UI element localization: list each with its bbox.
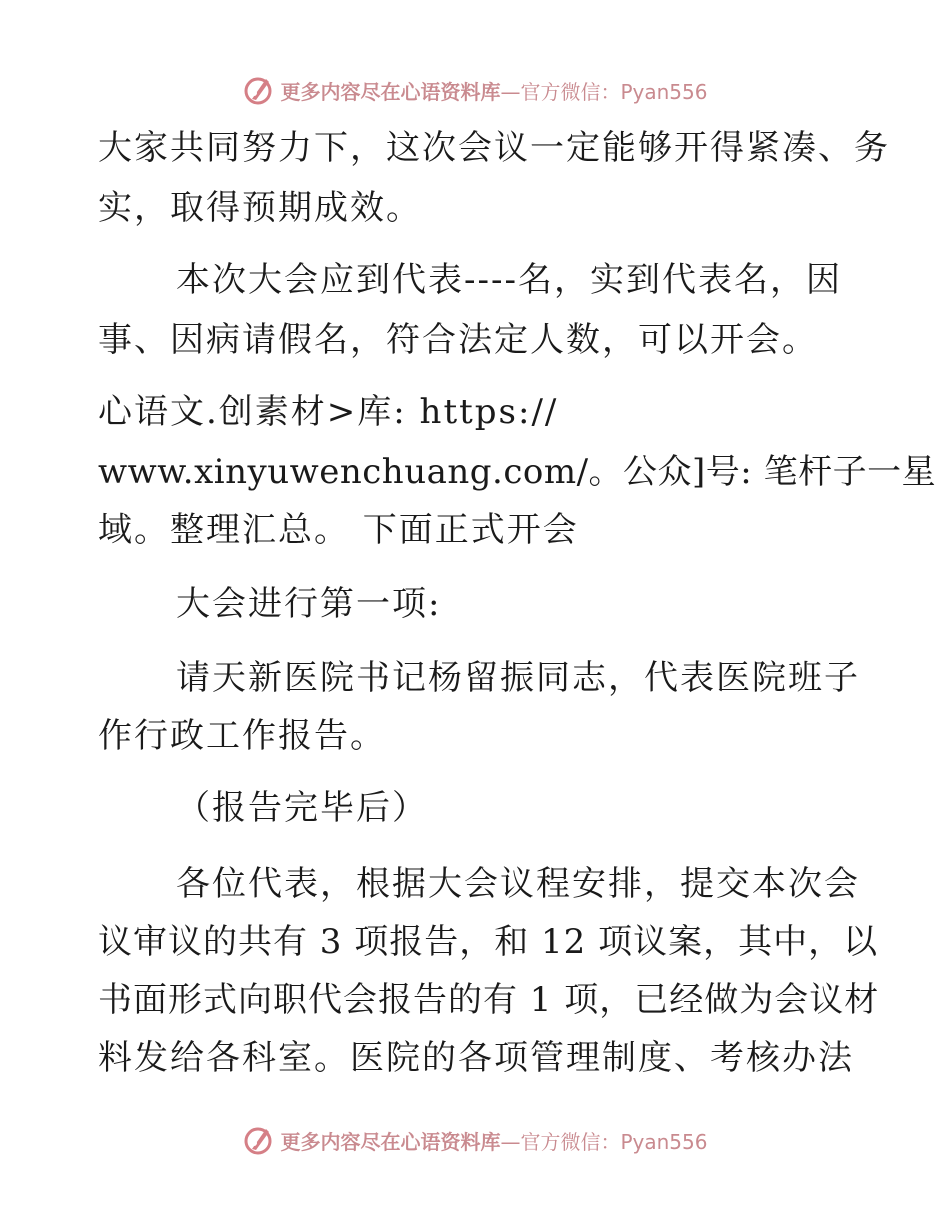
banner-left-text: 更多内容尽在心语资料库 bbox=[280, 1129, 501, 1154]
body-line: 书面形式向职代会报告的有 1 项，已经做为会议材 bbox=[98, 980, 880, 1020]
body-line: 心语文.创素材>库: https:// bbox=[98, 392, 559, 432]
body-line: （报告完毕后） bbox=[176, 788, 428, 828]
body-line: 请天新医院书记杨留振同志，代表医院班子 bbox=[176, 658, 860, 698]
banner-left-text: 更多内容尽在心语资料库 bbox=[280, 79, 501, 104]
body-line: 议审议的共有 3 项报告，和 12 项议案，其中，以 bbox=[98, 922, 879, 962]
quill-logo-icon bbox=[242, 73, 276, 107]
quill-logo-icon bbox=[242, 1123, 276, 1157]
body-line: 大会进行第一项: bbox=[176, 584, 442, 624]
body-line: 实，取得预期成效。 bbox=[98, 188, 422, 228]
banner-right-text: —官方微信：Pyan556 bbox=[500, 79, 708, 104]
header-watermark-banner bbox=[0, 70, 950, 110]
body-line: 大家共同努力下，这次会议一定能够开得紧凑、务 bbox=[98, 128, 890, 168]
body-line: www.xinyuwenchuang.com/。公众]号: 笔杆子一星 bbox=[98, 452, 937, 492]
footer-watermark-banner bbox=[0, 1120, 950, 1160]
body-line: 料发给各科室。医院的各项管理制度、考核办法 bbox=[98, 1038, 854, 1078]
body-line: 本次大会应到代表----名，实到代表名，因 bbox=[176, 260, 842, 300]
body-line: 各位代表，根据大会议程安排，提交本次会 bbox=[176, 864, 860, 904]
body-line: 域。整理汇总。 下面正式开会 bbox=[98, 510, 579, 550]
banner-right-text: —官方微信：Pyan556 bbox=[500, 1129, 708, 1154]
body-line: 作行政工作报告。 bbox=[98, 716, 386, 756]
body-line: 事、因病请假名，符合法定人数，可以开会。 bbox=[98, 320, 818, 360]
